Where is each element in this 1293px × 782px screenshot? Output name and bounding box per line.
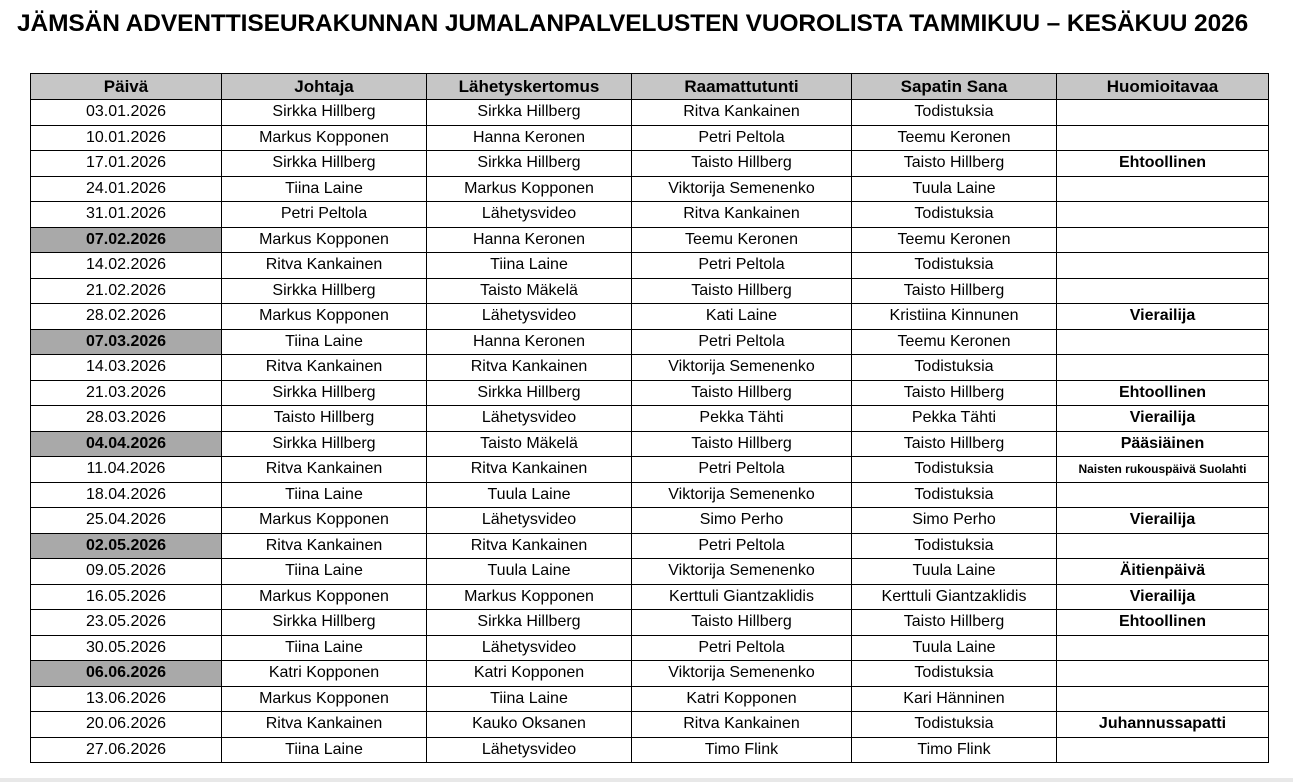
date-cell: 23.05.2026 [31, 610, 222, 636]
table-row [31, 380, 1269, 406]
date-cell: 21.02.2026 [31, 278, 222, 304]
johtaja-cell: Sirkka Hillberg [222, 380, 427, 406]
sapatin-sana-cell: Todistuksia [852, 253, 1057, 279]
date-cell: 18.04.2026 [31, 482, 222, 508]
table-row [31, 100, 1269, 126]
johtaja-cell: Sirkka Hillberg [222, 100, 427, 126]
lahetyskertomus-cell: Ritva Kankainen [427, 457, 632, 483]
sapatin-sana-cell: Taisto Hillberg [852, 610, 1057, 636]
raamattutunti-cell: Petri Peltola [632, 533, 852, 559]
raamattutunti-cell: Petri Peltola [632, 253, 852, 279]
lahetyskertomus-cell: Markus Kopponen [427, 584, 632, 610]
table-row [31, 508, 1269, 534]
johtaja-cell: Ritva Kankainen [222, 712, 427, 738]
column-header-raamattutunti: Raamattutunti [632, 74, 852, 100]
huomioitavaa-cell [1057, 202, 1269, 228]
sapatin-sana-cell: Todistuksia [852, 355, 1057, 381]
date-cell: 06.06.2026 [31, 661, 222, 687]
date-cell: 11.04.2026 [31, 457, 222, 483]
table-row [31, 253, 1269, 279]
table-row [31, 278, 1269, 304]
column-header-lahetyskertomus: Lähetyskertomus [427, 74, 632, 100]
sapatin-sana-cell: Simo Perho [852, 508, 1057, 534]
raamattutunti-cell: Kerttuli Giantzaklidis [632, 584, 852, 610]
raamattutunti-cell: Simo Perho [632, 508, 852, 534]
table-row [31, 610, 1269, 636]
schedule-table [30, 73, 1269, 763]
johtaja-cell: Ritva Kankainen [222, 533, 427, 559]
lahetyskertomus-cell: Sirkka Hillberg [427, 100, 632, 126]
table-row [31, 202, 1269, 228]
huomioitavaa-cell: Juhannussapatti [1057, 712, 1269, 738]
huomioitavaa-cell [1057, 661, 1269, 687]
sapatin-sana-cell: Tuula Laine [852, 176, 1057, 202]
sapatin-sana-cell: Kari Hänninen [852, 686, 1057, 712]
date-cell: 07.03.2026 [31, 329, 222, 355]
johtaja-cell: Tiina Laine [222, 737, 427, 763]
raamattutunti-cell: Petri Peltola [632, 457, 852, 483]
lahetyskertomus-cell: Markus Kopponen [427, 176, 632, 202]
huomioitavaa-cell [1057, 482, 1269, 508]
raamattutunti-cell: Viktorija Semenenko [632, 355, 852, 381]
date-cell: 31.01.2026 [31, 202, 222, 228]
huomioitavaa-cell: Äitienpäivä [1057, 559, 1269, 585]
raamattutunti-cell: Viktorija Semenenko [632, 661, 852, 687]
raamattutunti-cell: Teemu Keronen [632, 227, 852, 253]
table-row [31, 355, 1269, 381]
raamattutunti-cell: Viktorija Semenenko [632, 176, 852, 202]
sapatin-sana-cell: Todistuksia [852, 712, 1057, 738]
page-bottom-edge [0, 778, 1293, 782]
huomioitavaa-cell: Vierailija [1057, 304, 1269, 330]
date-cell: 30.05.2026 [31, 635, 222, 661]
table-row [31, 559, 1269, 585]
table-row [31, 737, 1269, 763]
johtaja-cell: Ritva Kankainen [222, 457, 427, 483]
date-cell: 24.01.2026 [31, 176, 222, 202]
date-cell: 17.01.2026 [31, 151, 222, 177]
johtaja-cell: Markus Kopponen [222, 686, 427, 712]
johtaja-cell: Katri Kopponen [222, 661, 427, 687]
lahetyskertomus-cell: Tiina Laine [427, 253, 632, 279]
date-cell: 14.02.2026 [31, 253, 222, 279]
lahetyskertomus-cell: Lähetysvideo [427, 202, 632, 228]
sapatin-sana-cell: Taisto Hillberg [852, 380, 1057, 406]
lahetyskertomus-cell: Lähetysvideo [427, 508, 632, 534]
raamattutunti-cell: Taisto Hillberg [632, 610, 852, 636]
sapatin-sana-cell: Kerttuli Giantzaklidis [852, 584, 1057, 610]
sapatin-sana-cell: Kristiina Kinnunen [852, 304, 1057, 330]
sapatin-sana-cell: Todistuksia [852, 457, 1057, 483]
date-cell: 16.05.2026 [31, 584, 222, 610]
huomioitavaa-cell [1057, 686, 1269, 712]
table-row [31, 125, 1269, 151]
johtaja-cell: Sirkka Hillberg [222, 278, 427, 304]
huomioitavaa-cell [1057, 176, 1269, 202]
huomioitavaa-cell [1057, 329, 1269, 355]
raamattutunti-cell: Kati Laine [632, 304, 852, 330]
lahetyskertomus-cell: Lähetysvideo [427, 304, 632, 330]
table-row [31, 227, 1269, 253]
huomioitavaa-cell: Pääsiäinen [1057, 431, 1269, 457]
table-row [31, 457, 1269, 483]
raamattutunti-cell: Ritva Kankainen [632, 712, 852, 738]
johtaja-cell: Petri Peltola [222, 202, 427, 228]
lahetyskertomus-cell: Sirkka Hillberg [427, 151, 632, 177]
raamattutunti-cell: Katri Kopponen [632, 686, 852, 712]
table-row [31, 304, 1269, 330]
raamattutunti-cell: Timo Flink [632, 737, 852, 763]
raamattutunti-cell: Taisto Hillberg [632, 151, 852, 177]
raamattutunti-cell: Ritva Kankainen [632, 202, 852, 228]
sapatin-sana-cell: Teemu Keronen [852, 125, 1057, 151]
table-row [31, 482, 1269, 508]
huomioitavaa-cell [1057, 253, 1269, 279]
lahetyskertomus-cell: Katri Kopponen [427, 661, 632, 687]
date-cell: 10.01.2026 [31, 125, 222, 151]
lahetyskertomus-cell: Sirkka Hillberg [427, 380, 632, 406]
table-row [31, 431, 1269, 457]
raamattutunti-cell: Pekka Tähti [632, 406, 852, 432]
raamattutunti-cell: Petri Peltola [632, 125, 852, 151]
lahetyskertomus-cell: Tiina Laine [427, 686, 632, 712]
raamattutunti-cell: Ritva Kankainen [632, 100, 852, 126]
raamattutunti-cell: Taisto Hillberg [632, 278, 852, 304]
column-header-huomioitavaa: Huomioitavaa [1057, 74, 1269, 100]
column-header-johtaja: Johtaja [222, 74, 427, 100]
table-row [31, 686, 1269, 712]
date-cell: 28.03.2026 [31, 406, 222, 432]
date-cell: 02.05.2026 [31, 533, 222, 559]
huomioitavaa-cell: Ehtoollinen [1057, 151, 1269, 177]
sapatin-sana-cell: Teemu Keronen [852, 227, 1057, 253]
huomioitavaa-cell [1057, 355, 1269, 381]
sapatin-sana-cell: Todistuksia [852, 100, 1057, 126]
johtaja-cell: Markus Kopponen [222, 584, 427, 610]
johtaja-cell: Tiina Laine [222, 559, 427, 585]
page-title: JÄMSÄN ADVENTTISEURAKUNNAN JUMALANPALVELUSTEN VUOROLISTA TAMMIKUU – KESÄKUU 2026 [17, 10, 1249, 37]
table-row [31, 406, 1269, 432]
johtaja-cell: Markus Kopponen [222, 227, 427, 253]
lahetyskertomus-cell: Kauko Oksanen [427, 712, 632, 738]
huomioitavaa-cell [1057, 278, 1269, 304]
sapatin-sana-cell: Pekka Tähti [852, 406, 1057, 432]
johtaja-cell: Ritva Kankainen [222, 253, 427, 279]
lahetyskertomus-cell: Lähetysvideo [427, 737, 632, 763]
johtaja-cell: Sirkka Hillberg [222, 431, 427, 457]
sapatin-sana-cell: Taisto Hillberg [852, 151, 1057, 177]
johtaja-cell: Tiina Laine [222, 176, 427, 202]
huomioitavaa-cell [1057, 100, 1269, 126]
huomioitavaa-cell [1057, 125, 1269, 151]
sapatin-sana-cell: Todistuksia [852, 533, 1057, 559]
huomioitavaa-cell [1057, 737, 1269, 763]
table-row [31, 176, 1269, 202]
header-row [31, 74, 1269, 100]
huomioitavaa-cell: Ehtoollinen [1057, 610, 1269, 636]
lahetyskertomus-cell: Tuula Laine [427, 559, 632, 585]
raamattutunti-cell: Taisto Hillberg [632, 431, 852, 457]
date-cell: 21.03.2026 [31, 380, 222, 406]
lahetyskertomus-cell: Sirkka Hillberg [427, 610, 632, 636]
table-row [31, 584, 1269, 610]
sapatin-sana-cell: Teemu Keronen [852, 329, 1057, 355]
johtaja-cell: Markus Kopponen [222, 508, 427, 534]
date-cell: 14.03.2026 [31, 355, 222, 381]
johtaja-cell: Sirkka Hillberg [222, 610, 427, 636]
lahetyskertomus-cell: Tuula Laine [427, 482, 632, 508]
date-cell: 03.01.2026 [31, 100, 222, 126]
table-row [31, 329, 1269, 355]
table-row [31, 533, 1269, 559]
date-cell: 09.05.2026 [31, 559, 222, 585]
sapatin-sana-cell: Taisto Hillberg [852, 431, 1057, 457]
date-cell: 25.04.2026 [31, 508, 222, 534]
lahetyskertomus-cell: Lähetysvideo [427, 406, 632, 432]
johtaja-cell: Markus Kopponen [222, 304, 427, 330]
huomioitavaa-cell [1057, 635, 1269, 661]
sapatin-sana-cell: Todistuksia [852, 661, 1057, 687]
raamattutunti-cell: Taisto Hillberg [632, 380, 852, 406]
huomioitavaa-cell [1057, 533, 1269, 559]
raamattutunti-cell: Petri Peltola [632, 635, 852, 661]
date-cell: 20.06.2026 [31, 712, 222, 738]
sapatin-sana-cell: Todistuksia [852, 482, 1057, 508]
johtaja-cell: Tiina Laine [222, 329, 427, 355]
date-cell: 28.02.2026 [31, 304, 222, 330]
johtaja-cell: Markus Kopponen [222, 125, 427, 151]
date-cell: 13.06.2026 [31, 686, 222, 712]
johtaja-cell: Sirkka Hillberg [222, 151, 427, 177]
huomioitavaa-cell: Naisten rukouspäivä Suolahti [1057, 457, 1269, 483]
table-row [31, 635, 1269, 661]
sapatin-sana-cell: Timo Flink [852, 737, 1057, 763]
date-cell: 04.04.2026 [31, 431, 222, 457]
sapatin-sana-cell: Todistuksia [852, 202, 1057, 228]
raamattutunti-cell: Petri Peltola [632, 329, 852, 355]
date-cell: 07.02.2026 [31, 227, 222, 253]
lahetyskertomus-cell: Hanna Keronen [427, 125, 632, 151]
huomioitavaa-cell [1057, 227, 1269, 253]
huomioitavaa-cell: Vierailija [1057, 406, 1269, 432]
sapatin-sana-cell: Taisto Hillberg [852, 278, 1057, 304]
date-cell: 27.06.2026 [31, 737, 222, 763]
johtaja-cell: Ritva Kankainen [222, 355, 427, 381]
sapatin-sana-cell: Tuula Laine [852, 635, 1057, 661]
sapatin-sana-cell: Tuula Laine [852, 559, 1057, 585]
lahetyskertomus-cell: Lähetysvideo [427, 635, 632, 661]
lahetyskertomus-cell: Ritva Kankainen [427, 533, 632, 559]
lahetyskertomus-cell: Taisto Mäkelä [427, 278, 632, 304]
huomioitavaa-cell: Ehtoollinen [1057, 380, 1269, 406]
raamattutunti-cell: Viktorija Semenenko [632, 559, 852, 585]
column-header-sapatin-sana: Sapatin Sana [852, 74, 1057, 100]
huomioitavaa-cell: Vierailija [1057, 584, 1269, 610]
lahetyskertomus-cell: Taisto Mäkelä [427, 431, 632, 457]
huomioitavaa-cell: Vierailija [1057, 508, 1269, 534]
lahetyskertomus-cell: Hanna Keronen [427, 227, 632, 253]
johtaja-cell: Taisto Hillberg [222, 406, 427, 432]
table-row [31, 151, 1269, 177]
johtaja-cell: Tiina Laine [222, 482, 427, 508]
table-row [31, 661, 1269, 687]
raamattutunti-cell: Viktorija Semenenko [632, 482, 852, 508]
johtaja-cell: Tiina Laine [222, 635, 427, 661]
lahetyskertomus-cell: Ritva Kankainen [427, 355, 632, 381]
lahetyskertomus-cell: Hanna Keronen [427, 329, 632, 355]
column-header-paiva: Päivä [31, 74, 222, 100]
table-row [31, 712, 1269, 738]
